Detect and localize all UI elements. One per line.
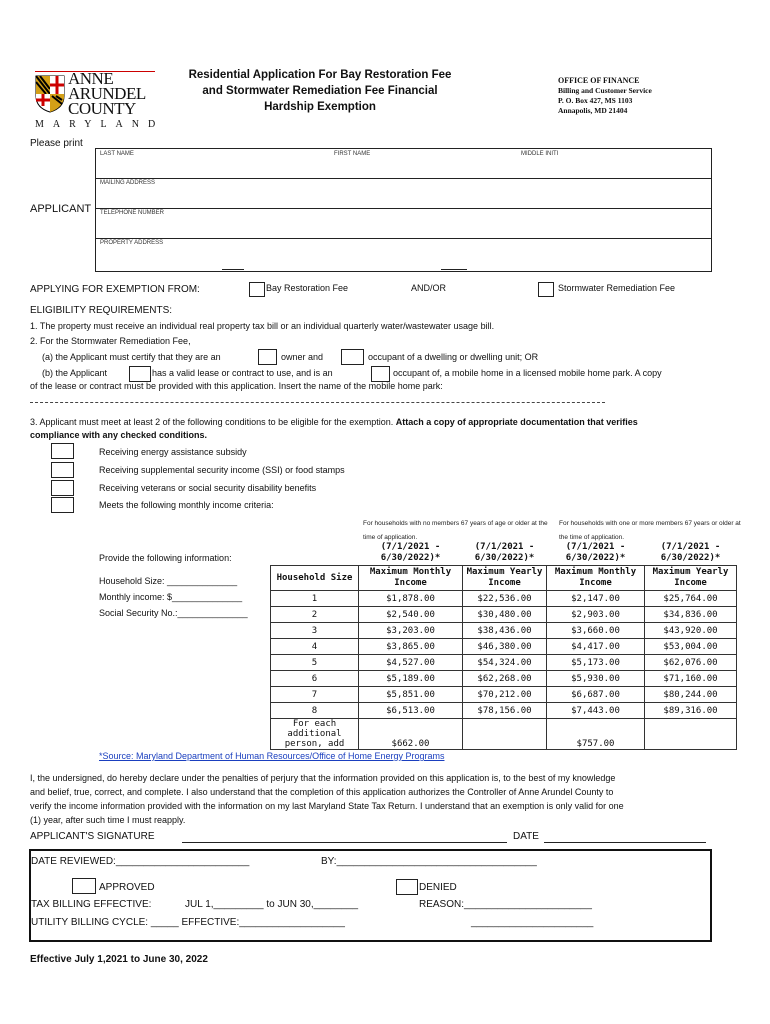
form-title xyxy=(160,67,480,115)
household-size-field[interactable]: Household Size: ______________ xyxy=(99,576,238,586)
office-line-2: Billing and Customer Service xyxy=(558,86,652,95)
condition-checkbox-3[interactable] xyxy=(51,480,74,496)
income-cell: $25,764.00 xyxy=(645,591,737,607)
title-line-1: Residential Application For Bay Restoration Fee xyxy=(188,69,452,81)
eligibility-b-continued: of the lease or contract must be provided with this application. Insert the name of the mobile home park: xyxy=(30,381,443,391)
col-monthly-67: Maximum Monthly Income xyxy=(547,566,645,591)
each-additional-spacer-1 xyxy=(463,719,547,750)
provide-info-label: Provide the following information: xyxy=(99,553,232,563)
income-cell: $2,147.00 xyxy=(547,591,645,607)
applicant-section-label: APPLICANT xyxy=(30,203,92,215)
period-header-3: (7/1/2021 - 6/30/2022)* xyxy=(565,542,626,563)
owner-label: owner and xyxy=(281,352,324,362)
condition-label-1: Receiving energy assistance subsidy xyxy=(99,447,247,457)
col-monthly-no67: Maximum Monthly Income xyxy=(359,566,463,591)
income-cell: $1,878.00 xyxy=(359,591,463,607)
mobile-home-label: occupant of, a mobile home in a licensed mobile home park. A copy xyxy=(393,368,662,378)
logo-line-1: ANNE xyxy=(68,69,114,88)
approved-label: APPROVED xyxy=(99,882,155,893)
income-cell: $3,660.00 xyxy=(547,623,645,639)
income-cell: $30,480.00 xyxy=(463,607,547,623)
reviewed-by-field[interactable]: BY:____________________________________ xyxy=(321,856,537,867)
income-cell: $4,527.00 xyxy=(359,655,463,671)
county-logo xyxy=(30,69,165,132)
condition-label-2: Receiving supplemental security income (SSI) or food stamps xyxy=(99,465,345,475)
income-cell: $22,536.00 xyxy=(463,591,547,607)
office-address xyxy=(558,76,652,116)
occupant-dwelling-checkbox[interactable] xyxy=(341,349,364,365)
each-additional-no67: $662.00 xyxy=(359,719,463,750)
logo-line-2: ARUNDEL xyxy=(68,84,146,103)
income-cell: $2,540.00 xyxy=(359,607,463,623)
table-row xyxy=(271,639,737,655)
col-yearly-no67: Maximum Yearly Income xyxy=(463,566,547,591)
income-cell: $5,173.00 xyxy=(547,655,645,671)
household-size-cell: 4 xyxy=(271,639,359,655)
applicant-fields xyxy=(95,148,712,272)
source-link[interactable]: *Source: Maryland Department of Human Resources/Office of Home Energy Programs xyxy=(99,751,445,761)
group-67-header: For households with one or more members 67 years or older at the time of application. xyxy=(559,520,741,541)
each-additional-label: For each additional person, add xyxy=(271,719,359,750)
condition-label-3: Receiving veterans or social security disability benefits xyxy=(99,483,317,493)
eligibility-a-text: (a) the Applicant must certify that they are an xyxy=(42,352,221,362)
reason-field[interactable]: REASON:_______________________ xyxy=(419,899,592,910)
income-cell: $2,903.00 xyxy=(547,607,645,623)
declaration-line-4: (1) year, after such time I must reapply. xyxy=(30,815,186,825)
eligibility-b-text: (b) the Applicant xyxy=(42,368,108,378)
income-cell: $6,687.00 xyxy=(547,687,645,703)
occupant-dwelling-label: occupant of a dwelling or dwelling unit; OR xyxy=(368,352,539,362)
table-row xyxy=(271,623,737,639)
income-rows xyxy=(271,591,737,719)
table-corner xyxy=(271,517,359,566)
household-size-cell: 3 xyxy=(271,623,359,639)
approved-checkbox[interactable] xyxy=(72,878,96,894)
condition-checkbox-2[interactable] xyxy=(51,462,74,478)
declaration-line-1: I, the undersigned, do hereby declare under the penalties of perjury that the information provided on this application is, to the best of my knowledge xyxy=(30,773,616,783)
office-line-1: OFFICE OF FINANCE xyxy=(558,76,640,85)
table-row xyxy=(271,591,737,607)
income-cell: $5,930.00 xyxy=(547,671,645,687)
income-cell: $80,244.00 xyxy=(645,687,737,703)
maryland-flag-shield-icon xyxy=(34,74,66,114)
group-no-67-header: For households with no members 67 years of age or older at the time of application. xyxy=(363,520,548,541)
table-row xyxy=(271,687,737,703)
item-3-bold-text-2: compliance with any checked conditions. xyxy=(30,430,208,440)
each-additional-67: $757.00 xyxy=(547,719,645,750)
date-reviewed-field[interactable]: DATE REVIEWED:________________________ xyxy=(31,856,250,867)
tax-billing-label: TAX BILLING EFFECTIVE: xyxy=(31,899,152,910)
income-cell: $7,443.00 xyxy=(547,703,645,719)
signature-date-line[interactable] xyxy=(544,842,706,843)
household-size-cell: 8 xyxy=(271,703,359,719)
income-table xyxy=(270,517,737,750)
col-household-size: Household Size xyxy=(271,566,359,591)
table-row xyxy=(271,671,737,687)
mailing-address-field[interactable]: MAILING ADDRESS xyxy=(100,180,156,186)
declaration-line-2: and belief, true, correct, and complete. I also understand that the completion of this application authorizes the Controller of Anne Arundel County to xyxy=(30,787,614,797)
household-size-cell: 1 xyxy=(271,591,359,607)
office-line-3: P. O. Box 427, MS 1103 xyxy=(558,96,633,105)
income-cell: $38,436.00 xyxy=(463,623,547,639)
eligibility-item-1: 1. The property must receive an individual real property tax bill or an individual quarterly water/wastewater usage bill. xyxy=(30,321,495,331)
title-line-3: Hardship Exemption xyxy=(264,101,376,113)
effective-dates: Effective July 1,2021 to June 30, 2022 xyxy=(30,954,208,965)
denied-label: DENIED xyxy=(419,882,457,893)
telephone-field[interactable]: TELEPHONE NUMBER xyxy=(100,210,165,216)
lease-checkbox[interactable] xyxy=(129,366,151,382)
date-label: DATE xyxy=(513,831,539,842)
eligibility-item-3 xyxy=(30,416,730,442)
condition-checkbox-4[interactable] xyxy=(51,497,74,513)
and-or-label: AND/OR xyxy=(411,283,447,293)
stormwater-label: Stormwater Remediation Fee xyxy=(558,283,676,293)
denied-checkbox[interactable] xyxy=(396,879,418,895)
property-address-field[interactable]: PROPERTY ADDRESS xyxy=(100,240,164,246)
condition-checkbox-1[interactable] xyxy=(51,443,74,459)
bay-restoration-label: Bay Restoration Fee xyxy=(266,283,349,293)
household-size-cell: 2 xyxy=(271,607,359,623)
period-header-4: (7/1/2021 - 6/30/2022)* xyxy=(660,542,721,563)
bay-restoration-checkbox[interactable] xyxy=(249,282,265,297)
income-cell: $62,268.00 xyxy=(463,671,547,687)
office-use-box xyxy=(29,849,712,942)
income-cell: $5,189.00 xyxy=(359,671,463,687)
middle-initial-field[interactable]: MIDDLE INITI xyxy=(521,151,559,157)
income-cell: $3,203.00 xyxy=(359,623,463,639)
office-line-4: Annapolis, MD 21404 xyxy=(558,106,628,115)
utility-billing-field[interactable]: UTILITY BILLING CYCLE: _____ EFFECTIVE:___________________ xyxy=(31,917,345,928)
table-row xyxy=(271,607,737,623)
household-size-cell: 6 xyxy=(271,671,359,687)
household-size-cell: 5 xyxy=(271,655,359,671)
income-cell: $78,156.00 xyxy=(463,703,547,719)
income-cell: $43,920.00 xyxy=(645,623,737,639)
last-name-field[interactable]: LAST NAME xyxy=(100,151,134,157)
please-print-label: Please print xyxy=(30,138,83,149)
period-header-2: (7/1/2021 - 6/30/2022)* xyxy=(474,542,535,563)
owner-checkbox[interactable] xyxy=(258,349,277,365)
reason-line-2[interactable]: ______________________ xyxy=(471,917,594,928)
income-cell: $54,324.00 xyxy=(463,655,547,671)
income-cell: $46,380.00 xyxy=(463,639,547,655)
col-yearly-67: Maximum Yearly Income xyxy=(645,566,737,591)
exemption-label: APPLYING FOR EXEMPTION FROM: xyxy=(30,284,200,295)
declaration-line-3: verify the income information provided with the information on my last Maryland State Tax Return. I understand that an exemption is only valid for one xyxy=(30,801,624,811)
household-size-cell: 7 xyxy=(271,687,359,703)
income-cell: $71,160.00 xyxy=(645,671,737,687)
title-line-2: and Stormwater Remediation Fee Financial xyxy=(202,85,438,97)
income-cell: $4,417.00 xyxy=(547,639,645,655)
signature-line[interactable] xyxy=(182,842,507,843)
stormwater-checkbox[interactable] xyxy=(538,282,554,297)
income-cell: $53,004.00 xyxy=(645,639,737,655)
first-name-field[interactable]: FIRST NAME xyxy=(334,151,371,157)
eligibility-heading: ELIGIBILITY REQUIREMENTS: xyxy=(30,305,173,316)
table-row xyxy=(271,703,737,719)
period-header-1: (7/1/2021 - 6/30/2022)* xyxy=(380,542,441,563)
mobile-home-occupant-checkbox[interactable] xyxy=(371,366,390,382)
logo-state: MARYLAND xyxy=(35,119,165,130)
mobile-home-park-name-line[interactable] xyxy=(30,401,605,403)
income-cell: $70,212.00 xyxy=(463,687,547,703)
logo-line-3: COUNTY xyxy=(68,99,136,118)
each-additional-spacer-2 xyxy=(645,719,737,750)
signature-label: APPLICANT'S SIGNATURE xyxy=(30,831,155,842)
item-3-text: 3. Applicant must meet at least 2 of the following conditions to be eligible for the exemption. xyxy=(30,417,394,427)
ssn-field[interactable]: Social Security No.:______________ xyxy=(99,608,248,618)
condition-label-4: Meets the following monthly income criteria: xyxy=(99,500,274,510)
income-cell: $89,316.00 xyxy=(645,703,737,719)
table-row xyxy=(271,655,737,671)
income-cell: $5,851.00 xyxy=(359,687,463,703)
tax-billing-dates[interactable]: JUL 1,_________ to JUN 30,________ xyxy=(185,899,359,910)
declaration-text xyxy=(30,771,750,827)
eligibility-item-2: 2. For the Stormwater Remediation Fee, xyxy=(30,336,191,346)
income-cell: $34,836.00 xyxy=(645,607,737,623)
income-cell: $3,865.00 xyxy=(359,639,463,655)
monthly-income-field[interactable]: Monthly income: $______________ xyxy=(99,592,243,602)
income-cell: $62,076.00 xyxy=(645,655,737,671)
income-cell: $6,513.00 xyxy=(359,703,463,719)
item-3-bold-text: Attach a copy of appropriate documentation that verifies xyxy=(395,417,638,427)
lease-label: has a valid lease or contract to use, and is an xyxy=(152,368,333,378)
